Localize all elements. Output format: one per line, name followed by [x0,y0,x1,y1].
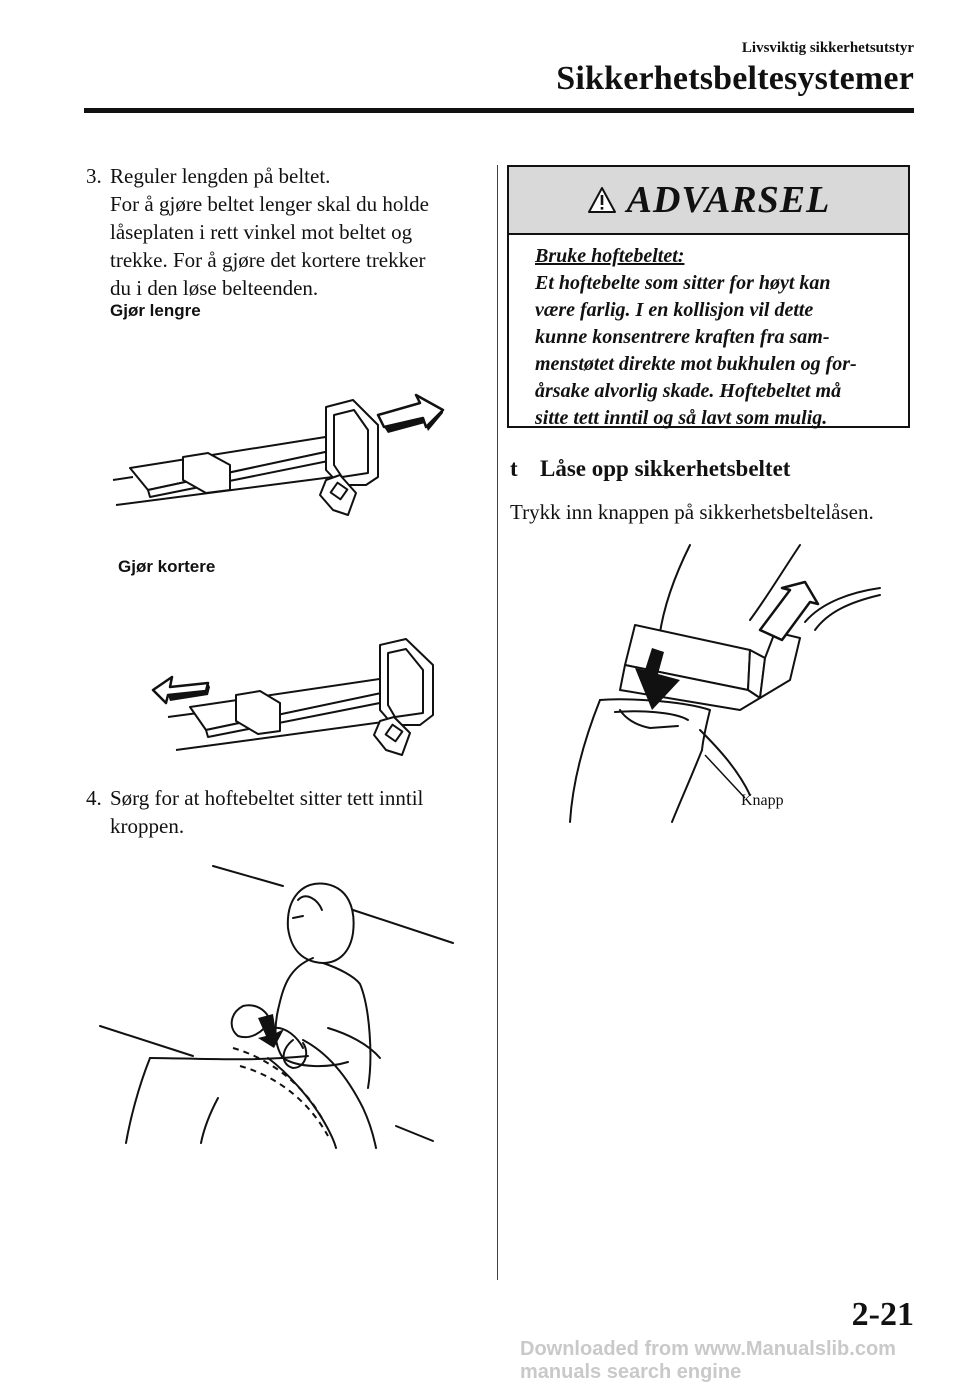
section-label: Livsviktig sikkerhetsutstyr [741,40,914,56]
buckle-release-illustration [560,540,890,825]
step-text: Sørg for at hoftebeltet sitter tett inntil [110,786,424,810]
page-number: 2-21 [851,1296,914,1333]
warning-body [509,235,908,432]
step-4 [86,784,486,840]
step-text: låseplaten i rett vinkel mot beltet og [110,220,413,244]
warning-header [509,167,908,235]
warning-text: være farlig. I en kollisjon vil dette [535,299,814,321]
step-text: trekke. For å gjøre det kortere trekker [110,248,426,272]
warning-text: menstøtet direkte mot bukhulen og for- [535,353,857,375]
figure-label-shorten: Gjør kortere [118,557,216,576]
belt-lengthen-illustration [108,385,458,530]
warning-title: ADVARSEL [626,179,831,221]
warning-text: årsake alvorlig skade. Hoftebeltet må [535,380,842,402]
step-text: Reguler lengden på beltet. [110,164,331,188]
belt-shorten-illustration [148,635,448,765]
warning-text: kunne konsentrere kraften fra sam- [535,326,830,348]
subsection-marker: t [510,456,518,481]
warning-triangle-icon [587,186,617,214]
column-divider [497,165,498,1280]
step-text: kroppen. [110,814,185,838]
subsection-title: Låse opp sikkerhetsbeltet [540,456,791,481]
warning-box [507,165,910,428]
subsection-heading [510,456,790,482]
seated-person-illustration [98,858,468,1153]
step-text: du i den løse belteenden. [110,276,319,300]
step-3 [86,162,486,302]
page-title: Sikkerhetsbeltesystemer [556,60,914,97]
figure-label-lengthen: Gjør lengre [110,301,201,320]
button-callout: Knapp [741,792,784,809]
step-number: 3. [86,164,102,188]
watermark-text: Downloaded from www.Manualslib.com manuals search engine [520,1338,896,1383]
header-rule [84,108,914,113]
warning-text: Et hoftebelte som sitter for høyt kan [535,272,831,294]
warning-text: sitte tett inntil og så lavt som mulig. [535,407,828,429]
warning-subtitle: Bruke hoftebeltet: [535,245,685,267]
step-text: For å gjøre beltet lenger skal du holde [110,192,429,216]
step-number: 4. [86,786,102,810]
release-instruction: Trykk inn knappen på sikkerhetsbeltelåsen. [510,500,874,524]
